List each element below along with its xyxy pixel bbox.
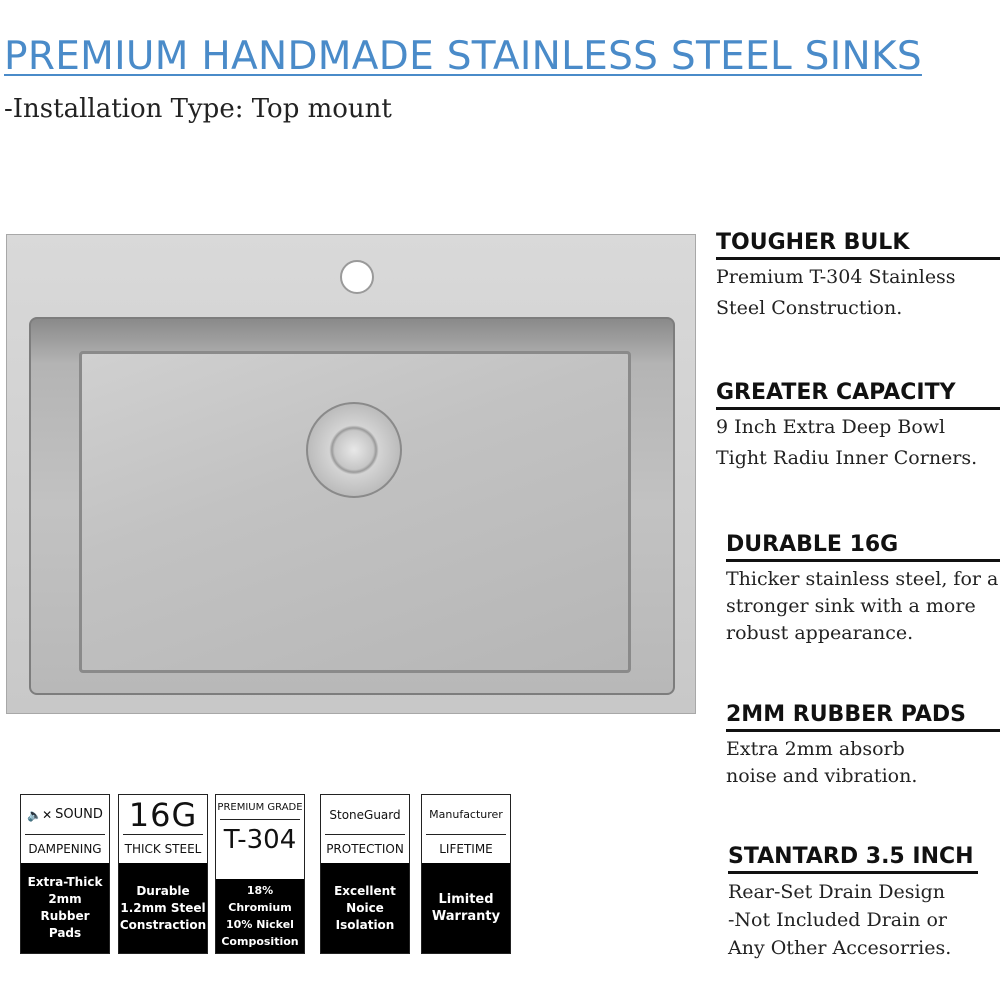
feature-title: TOUGHER BULK — [716, 230, 1000, 260]
feature-rubber-pads — [726, 702, 1000, 790]
badge-top: 16G — [123, 795, 203, 835]
feature-tougher-bulk — [716, 230, 1000, 322]
feature-line: noise and vibration. — [726, 765, 918, 787]
feature-line: stronger sink with a more — [726, 595, 976, 617]
badge-16g — [118, 794, 208, 954]
feature-greater-capacity — [716, 380, 1000, 472]
page-title: PREMIUM HANDMADE STAINLESS STEEL SINKS — [4, 34, 922, 79]
badge-t304 — [215, 794, 305, 954]
sink-image — [6, 234, 696, 714]
badge-bottom: Excellent Noice Isolation — [321, 863, 409, 953]
feature-line: Steel Construction. — [716, 297, 903, 319]
feature-line: 9 Inch Extra Deep Bowl — [716, 416, 946, 438]
drain-strainer — [306, 402, 402, 498]
badge-top: PREMIUM GRADE — [217, 801, 303, 813]
feature-line: Any Other Accesorries. — [728, 937, 952, 959]
badge-bottom: Limited Warranty — [422, 863, 510, 953]
feature-title: GREATER CAPACITY — [716, 380, 1000, 410]
badge-top: StoneGuard — [325, 795, 405, 835]
badge-top: Manufacturer — [426, 795, 506, 835]
installation-type: -Installation Type: Top mount — [4, 94, 392, 124]
feature-title: STANTARD 3.5 INCH — [728, 844, 978, 874]
feature-title: 2MM RUBBER PADS — [726, 702, 1000, 732]
badge-bottom: Durable 1.2mm Steel Constraction — [119, 863, 207, 953]
feature-drain — [728, 844, 978, 962]
badge-mid: THICK STEEL — [124, 842, 202, 856]
feature-line: Tight Radiu Inner Corners. — [716, 447, 978, 469]
feature-durable-16g — [726, 532, 1000, 647]
speaker-mute-icon: 🔈✕ — [27, 807, 53, 822]
feature-line: Rear-Set Drain Design — [728, 881, 946, 903]
feature-line: Extra 2mm absorb — [726, 738, 905, 760]
badge-bottom: Extra-Thick 2mm Rubber Pads — [21, 863, 109, 953]
badge-stoneguard — [320, 794, 410, 954]
bowl-floor — [79, 351, 631, 673]
feature-line: Thicker stainless steel, for a — [726, 568, 999, 590]
badge-bottom: 18% Chromium 10% Nickel Composition — [216, 879, 304, 953]
faucet-hole — [340, 260, 374, 294]
feature-line: robust appearance. — [726, 622, 914, 644]
feature-line: -Not Included Drain or — [728, 909, 947, 931]
sink-bowl — [29, 317, 675, 695]
badge-mid: PROTECTION — [326, 842, 404, 856]
badge-mid: LIFETIME — [439, 842, 493, 856]
badge-sound-dampening — [20, 794, 110, 954]
badge-mid: DAMPENING — [28, 842, 102, 856]
badge-top: SOUND — [55, 807, 103, 822]
feature-title: DURABLE 16G — [726, 532, 1000, 562]
feature-line: Premium T-304 Stainless — [716, 266, 956, 288]
badge-mid: T-304 — [220, 819, 300, 859]
badge-warranty — [421, 794, 511, 954]
